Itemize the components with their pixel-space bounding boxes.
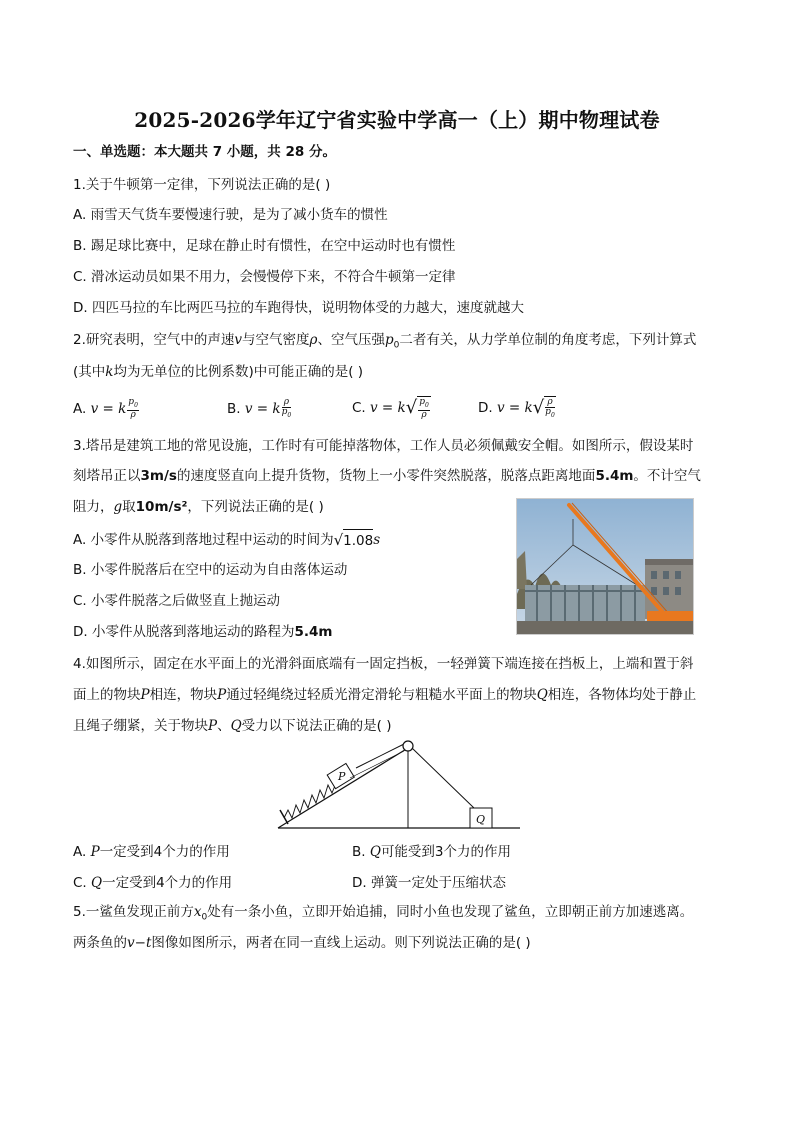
q3-stem-line2: 刻塔吊正以3m/s的速度竖直向上提升货物，货物上一小零件突然脱落，脱落点距离地面5.4m。不计空气 [73,468,701,484]
q4-option-a: A. P一定受到4个力的作用 [73,844,230,860]
q4-option-b: B. Q可能受到3个力的作用 [352,844,512,860]
q2-option-a: A. v = k $\frac{p_0}{\rho}$ [73,397,138,420]
q1-option-a: A. 雨雪天气货车要慢速行驶，是为了减小货车的惯性 [73,207,388,223]
q3-option-d: D. 小零件从脱落到落地运动的路程为5.4m [73,624,333,640]
q2-option-b: B. v = k $\frac{\rho}{p_0}$ [227,397,292,419]
q4-option-c: C. Q一定受到4个力的作用 [73,875,233,891]
q2-option-d: D. v = k √ $\frac{\rho}{p_0}$ [478,397,555,419]
q4-stem-line1: 4.如图所示，固定在水平面上的光滑斜面底端有一固定挡板，一轻弹簧下端连接在挡板上，上端和置于斜 [73,656,694,672]
q5-stem-line1: 5.一鲨鱼发现正前方$x_0$处有一条小鱼，立即开始追捕，同时小鱼也发现了鲨鱼，立即朝正前方加速逃离。 [73,904,694,923]
q3-option-b: B. 小零件脱落后在空中的运动为自由落体运动 [73,562,348,578]
section-heading: 一、单选题：本大题共 7 小题，共 28 分。 [73,144,336,160]
block-q-label: Q [476,813,486,826]
q1-option-d: D. 四匹马拉的车比两匹马拉的车跑得快，说明物体受的力越大，速度就越大 [73,300,524,316]
page-title: 2025-2026学年辽宁省实验中学高一（上）期中物理试卷 [134,108,660,132]
q5-stem-line2: 两条鱼的v−t图像如图所示，两者在同一直线上运动。则下列说法正确的是( ) [73,935,531,951]
q1-stem: 1.关于牛顿第一定律，下列说法正确的是( ) [73,177,331,193]
q4-stem-line2: 面上的物块P相连，物块P通过轻绳绕过轻质光滑定滑轮与粗糙水平面上的物块Q相连，各物体均处于静止 [73,687,697,703]
q4-option-d: D. 弹簧一定处于压缩状态 [352,875,506,891]
q1-option-c: C. 滑冰运动员如果不用力，会慢慢停下来，不符合牛顿第一定律 [73,269,456,285]
q4-stem-line3: 且绳子绷紧，关于物块P、Q受力以下说法正确的是( ) [73,718,392,734]
q2-option-c: C. v = k √ $\frac{p_0}{\rho}$ [352,397,429,420]
crane-photo [516,498,694,635]
q3-option-a: A. 小零件从脱落到落地过程中运动的时间为 √ 1.08 s [73,531,381,549]
q3-stem-line3: 阻力，g取10m/s²，下列说法正确的是( ) [73,499,324,515]
incline-diagram [270,738,524,834]
q1-option-b: B. 踢足球比赛中，足球在静止时有惯性，在空中运动时也有惯性 [73,238,456,254]
block-p-label: P [338,770,346,783]
q3-option-c: C. 小零件脱落之后做竖直上抛运动 [73,593,281,609]
q2-stem-line2: (其中k均为无单位的比例系数)中可能正确的是( ) [73,364,364,380]
q3-stem-line1: 3.塔吊是建筑工地的常见设施，工作时有可能掉落物体，工作人员必须佩戴安全帽。如图所示，假设某时 [73,438,694,454]
q2-stem-line1: 2.研究表明，空气中的声速v与空气密度ρ、空气压强$p_0$二者有关，从力学单位制的角度考虑，下列计算式 [73,332,697,351]
